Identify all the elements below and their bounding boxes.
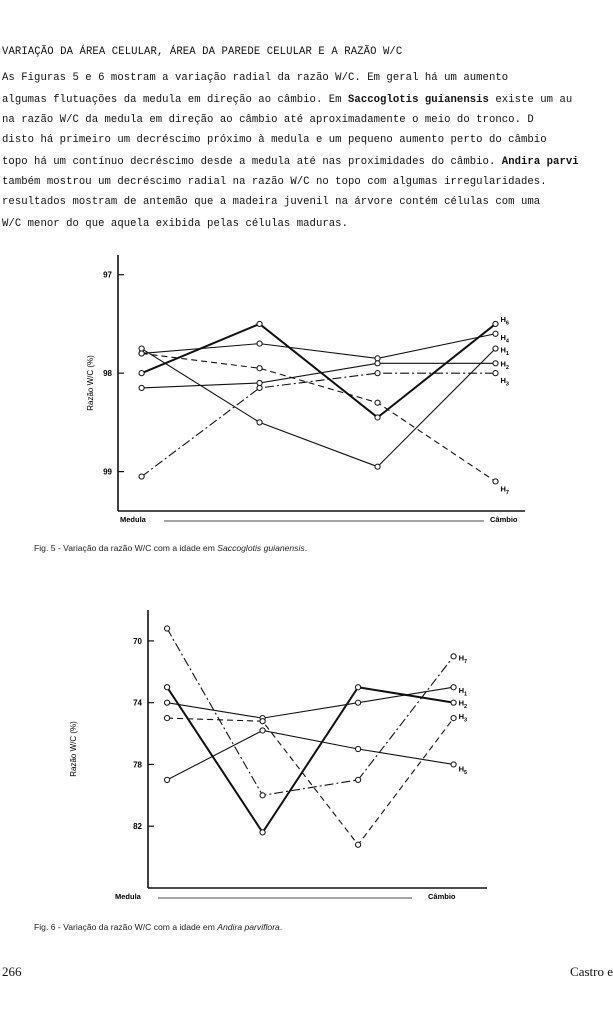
series-label-h6 bbox=[501, 315, 509, 327]
figure-6-caption-prefix: Fig. 6 - Variação da razão W/C com a idade em bbox=[34, 922, 218, 932]
data-point-h4 bbox=[257, 341, 262, 346]
series-label-h2 bbox=[501, 359, 509, 371]
series-label-letter: H bbox=[500, 345, 506, 355]
series-line-h5 bbox=[167, 730, 453, 779]
figure-5-chart bbox=[0, 250, 607, 540]
page-number: 266 bbox=[2, 964, 22, 979]
paragraph-line bbox=[2, 72, 508, 84]
y-tick-label: 82 bbox=[133, 822, 142, 832]
series-label-letter: H bbox=[458, 653, 464, 663]
series-label-h4 bbox=[501, 333, 510, 345]
series-line-h4 bbox=[142, 334, 496, 359]
data-point-h2 bbox=[260, 830, 265, 835]
y-tick-label: 74 bbox=[133, 698, 142, 708]
series-line-h2 bbox=[167, 687, 453, 832]
data-point-h2 bbox=[493, 361, 498, 366]
series-label-letter: H bbox=[500, 314, 506, 324]
data-point-h6 bbox=[139, 371, 144, 376]
figure-5-caption-prefix: Fig. 5 - Variação da razão W/C com a idade em bbox=[34, 543, 218, 553]
species-name: Saccoglotis guianensis bbox=[348, 94, 489, 106]
series-label-subscript: 1 bbox=[505, 351, 509, 358]
paragraph-line bbox=[2, 94, 572, 106]
y-axis-label: Razão W/C (%) bbox=[69, 721, 78, 777]
series-label-letter: H bbox=[500, 376, 506, 386]
data-point-h2 bbox=[451, 700, 456, 705]
text-segment: algumas flutuações da medula em direção ao câmbio. Em bbox=[2, 94, 348, 106]
series-label-h7 bbox=[459, 653, 467, 665]
data-point-h1 bbox=[257, 420, 262, 425]
data-point-h2 bbox=[355, 685, 360, 690]
series-label-h1 bbox=[459, 686, 467, 698]
text-segment: W/C menor do que aquela exibida pelas células maduras. bbox=[2, 218, 348, 230]
data-point-h4 bbox=[493, 331, 498, 336]
figure-5-caption-suffix: . bbox=[304, 543, 308, 553]
figure-6 bbox=[0, 596, 607, 936]
figure-5-caption bbox=[34, 543, 307, 553]
data-point-h7 bbox=[355, 777, 360, 782]
data-point-h1 bbox=[139, 346, 144, 351]
y-tick-label: 99 bbox=[103, 467, 112, 477]
data-point-h3 bbox=[139, 474, 144, 479]
paragraph-line bbox=[2, 218, 348, 230]
section-title: VARIAÇÃO DA ÁREA CELULAR, ÁREA DA PAREDE CELULAR E A RAZÃO W/C bbox=[2, 46, 403, 58]
figure-6-caption-suffix: . bbox=[279, 922, 283, 932]
series-label-letter: H bbox=[458, 698, 464, 708]
series-line-h3 bbox=[142, 373, 496, 476]
data-point-h5 bbox=[260, 728, 265, 733]
series-label-h3 bbox=[501, 376, 509, 388]
series-label-letter: H bbox=[458, 686, 464, 696]
data-point-h2 bbox=[375, 361, 380, 366]
data-point-h3 bbox=[375, 371, 380, 376]
data-point-h7 bbox=[260, 793, 265, 798]
figure-6-chart bbox=[0, 596, 607, 901]
series-label-subscript: 5 bbox=[463, 769, 468, 776]
data-point-h3 bbox=[260, 719, 265, 724]
data-point-h4 bbox=[375, 356, 380, 361]
series-label-subscript: 2 bbox=[463, 704, 468, 711]
data-point-h1 bbox=[451, 685, 456, 690]
data-point-h2 bbox=[139, 385, 144, 390]
text-segment: As Figuras 5 e 6 mostram a variação radial da razão W/C. Em geral há um aumento bbox=[2, 72, 509, 84]
series-label-subscript: 7 bbox=[463, 658, 468, 665]
series-label-subscript: 7 bbox=[505, 489, 509, 496]
x-axis-start-label: Medula bbox=[115, 892, 141, 901]
series-label-subscript: 3 bbox=[463, 717, 468, 724]
data-point-h3 bbox=[493, 371, 498, 376]
y-tick-label: 78 bbox=[133, 760, 142, 770]
data-point-h5 bbox=[355, 746, 360, 751]
figure-6-caption bbox=[34, 922, 282, 932]
running-author: Castro e bbox=[570, 964, 613, 979]
figure-6-caption-species: Andira parviflora bbox=[217, 922, 280, 932]
paragraph-line bbox=[2, 176, 547, 188]
data-point-h7 bbox=[257, 366, 262, 371]
series-label-letter: H bbox=[500, 484, 506, 494]
paragraph-line bbox=[2, 156, 579, 168]
text-segment: resultados mostram de antemão que a madeira juvenil na árvore contém células com uma bbox=[2, 196, 541, 208]
text-segment: também mostrou um decréscimo radial na razão W/C no topo com algumas irregularidades. bbox=[2, 176, 547, 188]
text-segment: na razão W/C da medula em direção ao câmbio até aproximadamente o meio do tronco. D bbox=[2, 114, 534, 126]
paragraph-line bbox=[2, 114, 534, 126]
series-label-letter: H bbox=[458, 712, 464, 722]
data-point-h1 bbox=[164, 700, 169, 705]
series-label-h3 bbox=[459, 712, 467, 724]
data-point-h1 bbox=[355, 700, 360, 705]
data-point-h3 bbox=[355, 842, 360, 847]
series-label-letter: H bbox=[458, 764, 464, 774]
series-label-subscript: 1 bbox=[463, 691, 468, 698]
series-label-subscript: 6 bbox=[505, 320, 509, 327]
data-point-h2 bbox=[164, 685, 169, 690]
series-label-letter: H bbox=[500, 332, 506, 342]
data-point-h3 bbox=[451, 716, 456, 721]
data-point-h7 bbox=[375, 400, 380, 405]
series-line-h7 bbox=[167, 629, 453, 796]
y-axis-label: Razão W/C (%) bbox=[86, 355, 95, 411]
y-tick-label: 97 bbox=[103, 270, 112, 280]
data-point-h3 bbox=[257, 385, 262, 390]
series-label-subscript: 3 bbox=[505, 381, 509, 388]
figure-5-caption-species: Saccoglotis guianensis bbox=[217, 543, 305, 553]
text-segment: topo há um contínuo decréscimo desde a medula até nas proximidades do câmbio. bbox=[2, 156, 502, 168]
paragraph-line bbox=[2, 134, 547, 146]
series-label-h5 bbox=[459, 764, 467, 776]
series-label-h7 bbox=[501, 484, 509, 496]
series-label-subscript: 2 bbox=[505, 364, 509, 371]
series-line-h6 bbox=[142, 324, 496, 418]
data-point-h5 bbox=[451, 762, 456, 767]
series-label-h1 bbox=[501, 346, 509, 358]
data-point-h1 bbox=[375, 464, 380, 469]
figure-5 bbox=[0, 250, 607, 553]
series-line-h3 bbox=[167, 718, 453, 845]
data-point-h6 bbox=[257, 321, 262, 326]
series-label-subscript: 4 bbox=[505, 338, 509, 345]
x-axis-start-label: Medula bbox=[120, 515, 146, 524]
text-segment: disto há primeiro um decréscimo próximo à medula e um pequeno aumento perto do câmbio bbox=[2, 134, 547, 146]
data-point-h1 bbox=[493, 346, 498, 351]
data-point-h3 bbox=[164, 716, 169, 721]
y-tick-label: 98 bbox=[103, 369, 112, 379]
x-axis-end-label: Câmbio bbox=[490, 515, 518, 524]
paragraph-line bbox=[2, 196, 540, 208]
data-point-h7 bbox=[451, 654, 456, 659]
text-segment: existe um au bbox=[488, 94, 573, 106]
series-label-letter: H bbox=[500, 359, 506, 369]
data-point-h5 bbox=[164, 777, 169, 782]
series-label-h2 bbox=[459, 699, 467, 711]
data-point-h7 bbox=[164, 626, 169, 631]
x-axis-end-label: Câmbio bbox=[428, 892, 456, 901]
y-tick-label: 70 bbox=[133, 636, 142, 646]
data-point-h7 bbox=[493, 479, 498, 484]
data-point-h7 bbox=[139, 351, 144, 356]
species-name: Andira parvi bbox=[501, 156, 579, 168]
data-point-h2 bbox=[257, 380, 262, 385]
data-point-h6 bbox=[375, 415, 380, 420]
data-point-h6 bbox=[493, 321, 498, 326]
